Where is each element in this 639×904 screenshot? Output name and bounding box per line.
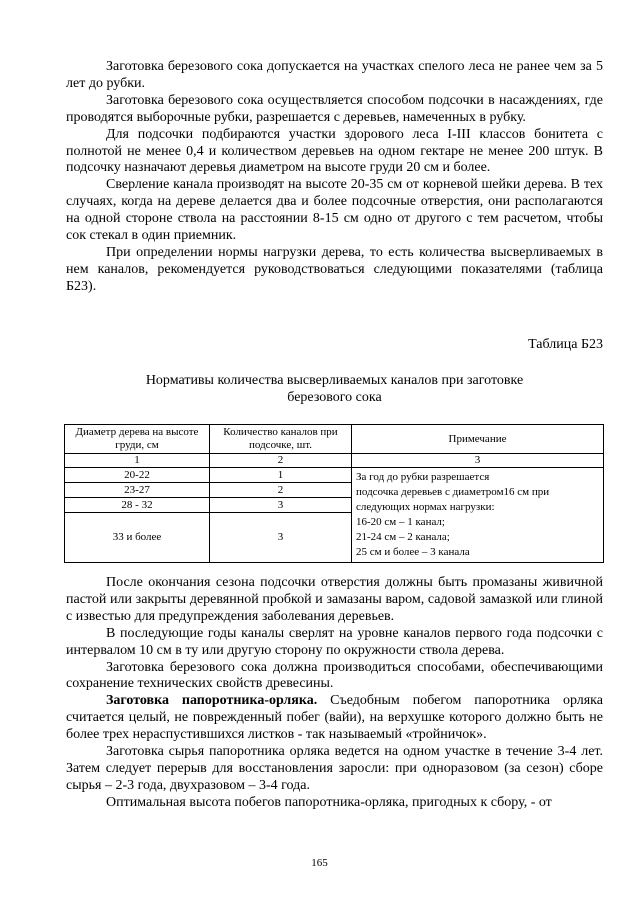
- paragraph: Заготовка березового сока допускается на участках спелого леса не ранее чем за 5 лет до рубки.: [66, 59, 603, 91]
- paragraph-text: Съедобным побегом папоротника орляка считается целый, не поврежденный побег (вайи), на верхушке которого должно быть не более трех нераспустившихся листков - так называемый «тройничок».: [66, 693, 603, 743]
- paragraph: В последующие годы каналы сверлят на уровне каналов первого года подсочки с интервалом 10 см в ту или другую сторону по окружности ствола дерева.: [66, 625, 603, 658]
- channels-cell: 1: [210, 468, 352, 483]
- paragraph: Оптимальная высота побегов папоротника-орляка, пригодных к сбору, - от: [106, 794, 552, 810]
- number-cell: 2: [210, 454, 352, 468]
- header-cell: Количество каналов при подсочке, шт.: [210, 425, 352, 454]
- paragraph: Для подсочки подбираются участки здорового леса I-III классов бонитета с полнотой не менее 0,4 и количеством деревьев на одном гектаре не менее 200 штук. В подсочку назначают деревья диаметром на высоте груди 20 см и более.: [66, 126, 603, 176]
- note-line: 21-24 см – 2 канала;: [356, 531, 450, 543]
- table-caption-line: Нормативы количества высверливаемых каналов при заготовке: [145, 373, 524, 388]
- note-cell: [352, 468, 604, 563]
- channels-cell: 3: [210, 513, 352, 563]
- paragraph: После окончания сезона подсочки отверстия должны быть промазаны живичной пастой или закрыты деревянной пробкой и замазаны варом, садовой замазкой или глиной с известью для предупреждения заболевания деревьев.: [66, 575, 603, 624]
- channels-cell: 3: [210, 498, 352, 513]
- note-line: подсочка деревьев с диаметром16 см при: [356, 486, 550, 498]
- paragraph: Сверление канала производят на высоте 20-35 см от корневой шейки дерева. В тех случаях, когда на дереве делается два и более подсочные отверстия, они располагаются на одной стороне ствола на расстоянии 8-15 см одно от другого с тем расчетом, чтобы сок стекал в один приемник.: [66, 177, 603, 244]
- section-heading: Заготовка папоротника-орляка.: [106, 693, 318, 709]
- paragraph: Заготовка березового сока осуществляется способом подсочки в насаждениях, где проводятся выборочные рубки, разрешается с деревьев, намеченных в рубку.: [66, 92, 603, 125]
- table-label: Таблица Б23: [528, 337, 603, 352]
- text-block-bottom: [66, 575, 603, 812]
- table-caption-line: березового сока: [287, 390, 382, 405]
- diameter-cell: 28 - 32: [65, 498, 210, 513]
- paragraph: Заготовка сырья папоротника орляка ведется на одном участке в течение 3-4 лет. Затем следует перерыв для восстановления заросли: при одноразовом (за сезон) сборе сырья – 2-3 года, двухразовом – 3-4 года.: [66, 744, 603, 793]
- table-caption: [66, 372, 603, 406]
- number-cell: 3: [352, 454, 604, 468]
- note-line: следующих нормах нагрузки:: [356, 501, 495, 513]
- table-number-row: [65, 454, 604, 468]
- number-cell: 1: [65, 454, 210, 468]
- paragraph: Заготовка березового сока должна производиться способами, обеспечивающими сохранение технических свойств древесины.: [66, 659, 603, 692]
- header-cell: Примечание: [352, 425, 604, 454]
- table-header-row: [65, 425, 604, 454]
- note-line: 25 см и более – 3 канала: [356, 546, 470, 558]
- note-line: 16-20 см – 1 канал;: [356, 516, 445, 528]
- page-number: 165: [311, 857, 328, 869]
- diameter-cell: 23-27: [65, 483, 210, 498]
- channels-cell: 2: [210, 483, 352, 498]
- header-cell: Диаметр дерева на высоте груди, см: [65, 425, 210, 454]
- norms-table: [64, 424, 604, 563]
- paragraph: [66, 693, 603, 744]
- diameter-cell: 20-22: [65, 468, 210, 483]
- paragraph: При определении нормы нагрузки дерева, то есть количества высверливаемых в нем каналов, рекомендуется руководствоваться следующими показателями (таблица Б23).: [66, 244, 603, 294]
- text-block-top: [66, 59, 603, 296]
- table-row: [65, 468, 604, 483]
- note-line: За год до рубки разрешается: [356, 471, 490, 483]
- diameter-cell: 33 и более: [65, 513, 210, 563]
